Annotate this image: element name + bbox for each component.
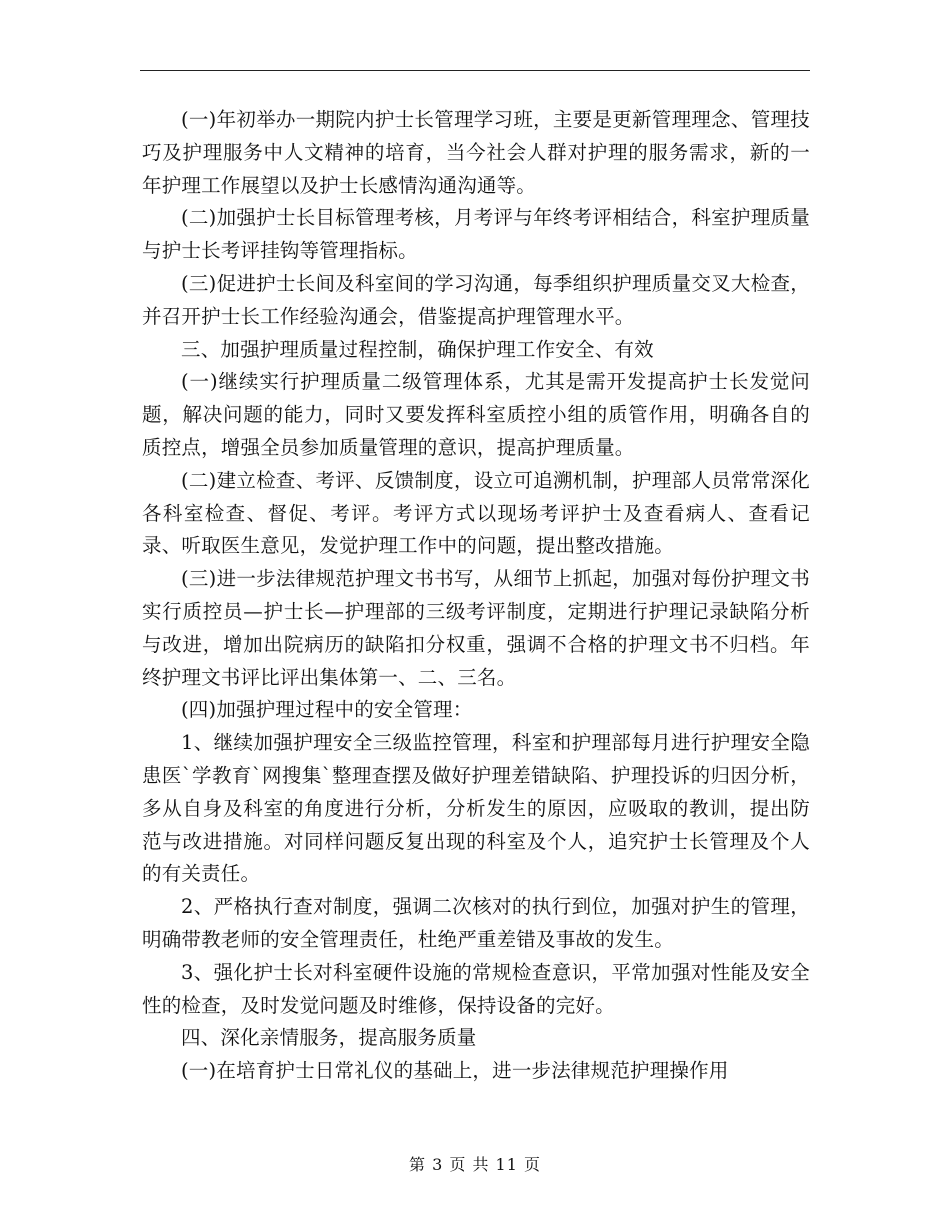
paragraph: (二)加强护士长目标管理考核，月考评与年终考评相结合，科室护理质量与护士长考评挂钩等管理指标。	[142, 206, 810, 263]
paragraph: (二)建立检查、考评、反馈制度，设立可追溯机制，护理部人员常常深化各科室检查、督促、考评。考评方式以现场考评护士及查看病人、查看记录、听取医生意见，发觉护理工作中的问题，提出整改措施。	[142, 468, 810, 558]
section-heading: 四、深化亲情服务，提高服务质量	[181, 1026, 477, 1050]
paragraph: 3、强化护士长对科室硬件设施的常规检查意识，平常加强对性能及安全性的检查，及时发觉问题及时维修，保持设备的完好。	[142, 960, 810, 1017]
paragraph: (一)在培育护士日常礼仪的基础上，进一步法律规范护理操作用	[181, 1059, 729, 1083]
paragraph: (一)继续实行护理质量二级管理体系，尤其是需开发提高护士长发觉问题，解决问题的能力，同时又要发挥科室质控小组的质管作用，明确各自的质控点，增强全员参加质量管理的意识，提高护理质量。	[142, 370, 810, 459]
paragraph: (三)促进护士长间及科室间的学习沟通，每季组织护理质量交叉大检查，并召开护士长工作经验沟通会，借鉴提高护理管理水平。	[142, 271, 810, 328]
header-rule	[140, 70, 810, 71]
section-heading: 三、加强护理质量过程控制，确保护理工作安全、有效	[181, 337, 654, 361]
page-footer: 第 3 页 共 11 页	[409, 1155, 541, 1174]
document-body	[142, 104, 810, 1088]
paragraph: 2、严格执行查对制度，强调二次核对的执行到位，加强对护生的管理，明确带教老师的安全管理责任，杜绝严重差错及事故的发生。	[142, 895, 810, 951]
paragraph: 1、继续加强护理安全三级监控管理，科室和护理部每月进行护理安全隐患医`学教育`网搜集`整理查摆及做好护理差错缺陷、护理投诉的归因分析，多从自身及科室的角度进行分析，分析发生的原因，应吸取的教训，提出防范与改进措施。对同样问题反复出现的科室及个人，追究护士长管理及个人的有关责任。	[142, 731, 810, 886]
paragraph: (一)年初举办一期院内护士长管理学习班，主要是更新管理理念、管理技巧及护理服务中人文精神的培育，当今社会人群对护理的服务需求，新的一年护理工作展望以及护士长感情沟通沟通等。	[142, 108, 810, 197]
subsection-heading: (四)加强护理过程中的安全管理：	[181, 698, 473, 722]
paragraph: (三)进一步法律规范护理文书书写，从细节上抓起，加强对每份护理文书实行质控员—护士长—护理部的三级考评制度，定期进行护理记录缺陷分析与改进，增加出院病历的缺陷扣分权重，强调不合格的护理文书不归档。年终护理文书评比评出集体第一、二、三名。	[142, 567, 810, 689]
